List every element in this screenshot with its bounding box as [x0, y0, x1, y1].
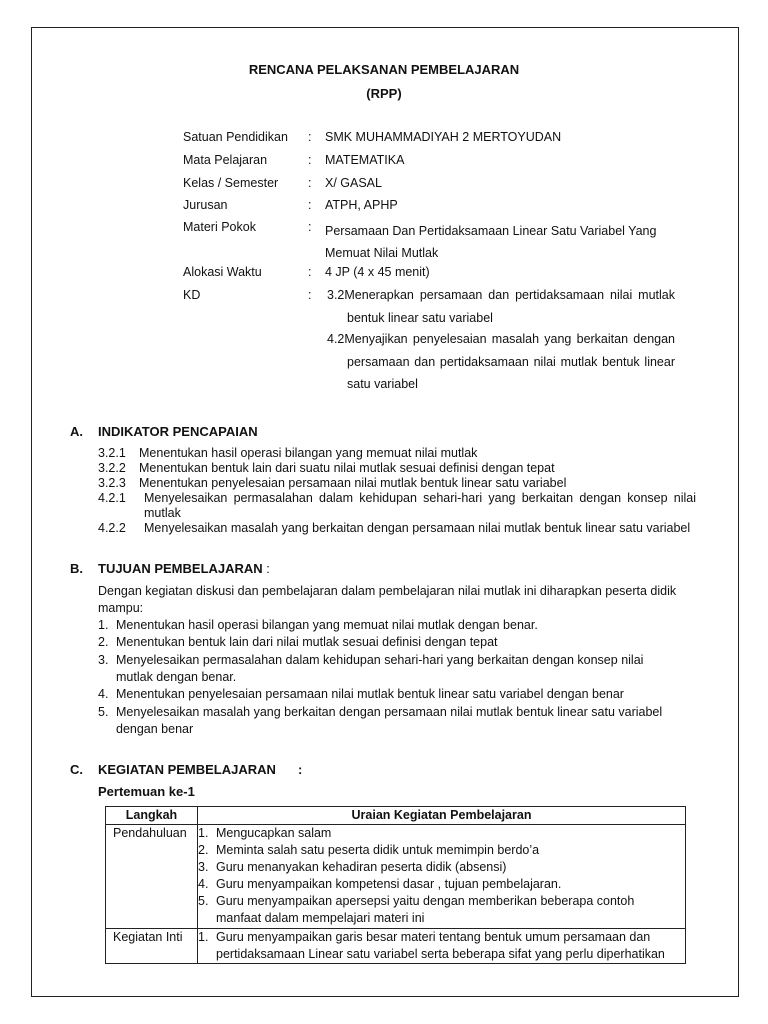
- info-colon: :: [308, 153, 312, 167]
- info-label: KD: [183, 288, 201, 302]
- info-colon: :: [308, 176, 312, 190]
- info-row-mapel: [183, 153, 683, 173]
- activities-table: [105, 806, 686, 964]
- info-value: Persamaan Dan Pertidaksamaan Linear Satu Variabel Yang Memuat Nilai Mutlak: [325, 224, 657, 260]
- info-label: Alokasi Waktu: [183, 265, 262, 279]
- kd-item: [327, 284, 675, 329]
- indicator-number: 3.2.3: [98, 476, 126, 490]
- info-label: Jurusan: [183, 198, 228, 212]
- item-text: Guru menyampaikan garis besar materi tentang bentuk umum persamaan dan pertidaksamaan Linear satu variabel serta beberapa sifat yang perlu diperhatikan: [216, 930, 665, 961]
- section-title: KEGIATAN PEMBELAJARAN: [98, 762, 276, 777]
- goal-text: Menentukan bentuk lain dari nilai mutlak sesuai definisi dengan tepat: [116, 635, 498, 649]
- info-label: Satuan Pendidikan: [183, 130, 288, 144]
- section-letter: A.: [70, 424, 83, 439]
- section-letter: C.: [70, 762, 83, 777]
- table-row: [106, 929, 686, 964]
- item-text: Mengucapkan salam: [216, 826, 332, 840]
- indicator-text: Menentukan hasil operasi bilangan yang memuat nilai mutlak: [139, 446, 478, 460]
- info-row-kelas: [183, 176, 683, 196]
- info-colon: :: [308, 130, 312, 144]
- goal-number: 4.: [98, 687, 109, 701]
- document-subtitle: (RPP): [366, 86, 402, 101]
- indicator-text: Menentukan bentuk lain dari suatu nilai mutlak sesuai definisi dengan tepat: [139, 461, 555, 475]
- item-number: 5.: [198, 894, 209, 908]
- indicator-text: Menentukan penyelesaian persamaan nilai mutlak bentuk linear satu variabel: [139, 476, 567, 490]
- section-letter: B.: [70, 561, 83, 576]
- section-title: TUJUAN PEMBELAJARAN: [98, 561, 263, 576]
- goal-number: 1.: [98, 618, 109, 632]
- goal-number: 2.: [98, 635, 109, 649]
- info-value: MATEMATIKA: [325, 153, 405, 167]
- item-number: 2.: [198, 843, 209, 857]
- goal-number: 3.: [98, 653, 109, 667]
- goal-text: Menentukan hasil operasi bilangan yang memuat nilai mutlak dengan benar.: [116, 618, 538, 632]
- objective-intro: Dengan kegiatan diskusi dan pembelajaran dalam pembelajaran nilai mutlak ini diharapkan peserta didik mampu:: [98, 584, 677, 615]
- item-text: Guru menyampaikan apersepsi yaitu dengan memberikan beberapa contoh manfaat dalam mempelajari materi ini: [216, 894, 635, 925]
- item-number: 1.: [198, 826, 209, 840]
- info-row-jurusan: [183, 198, 683, 218]
- info-row-alokasi: [183, 265, 683, 285]
- info-colon: :: [308, 220, 312, 234]
- info-colon: :: [308, 265, 312, 279]
- goal-text: Menentukan penyelesaian persamaan nilai mutlak bentuk linear satu variabel dengan benar: [116, 687, 624, 701]
- kd-item: [327, 328, 675, 396]
- column-header-uraian: Uraian Kegiatan Pembelajaran: [198, 807, 686, 825]
- kd-text: Menerapkan persamaan dan pertidaksamaan nilai mutlak bentuk linear satu variabel: [344, 288, 675, 325]
- indicator-text: Menyelesaikan permasalahan dalam kehidupan sehari-hari yang berkaitan dengan konsep nilai mutlak: [144, 491, 696, 520]
- info-colon: :: [308, 198, 312, 212]
- kd-number: 3.2: [327, 288, 345, 302]
- list-item: [198, 893, 681, 928]
- info-value: 4 JP (4 x 45 menit): [325, 265, 430, 279]
- section-title-colon: :: [262, 561, 270, 576]
- item-text: Guru menanyakan kehadiran peserta didik (absensi): [216, 860, 507, 874]
- info-row-satuan: [183, 130, 683, 150]
- table-row: [106, 825, 686, 929]
- meeting-heading: Pertemuan ke-1: [98, 784, 195, 799]
- activity-list: [198, 929, 685, 963]
- info-value: ATPH, APHP: [325, 198, 398, 212]
- activity-cell: [198, 929, 686, 964]
- kd-number: 4.2: [327, 332, 345, 346]
- info-label: Mata Pelajaran: [183, 153, 268, 167]
- kd-text: Menyajikan penyelesaian masalah yang berkaitan dengan persamaan dan pertidaksamaan nilai mutlak bentuk linear satu variabel: [344, 332, 675, 391]
- info-label: Materi Pokok: [183, 220, 256, 234]
- item-number: 3.: [198, 860, 209, 874]
- info-value: SMK MUHAMMADIYAH 2 MERTOYUDAN: [325, 130, 562, 144]
- item-number: 1.: [198, 930, 209, 944]
- activity-cell: [198, 825, 686, 929]
- indicator-number: 3.2.1: [98, 446, 126, 460]
- list-item: [198, 929, 681, 963]
- list-item: [198, 859, 681, 876]
- table-header-row: [106, 807, 686, 825]
- item-text: Guru menyampaikan kompetensi dasar , tujuan pembelajaran.: [216, 877, 562, 891]
- info-label: Kelas / Semester: [183, 176, 279, 190]
- list-item: [198, 825, 681, 842]
- goal-number: 5.: [98, 705, 109, 719]
- column-header-langkah: Langkah: [106, 807, 198, 825]
- section-title: INDIKATOR PENCAPAIAN: [98, 424, 258, 439]
- activity-list: [198, 825, 685, 928]
- info-value: X/ GASAL: [325, 176, 382, 190]
- goal-text: Menyelesaikan masalah yang berkaitan dengan persamaan nilai mutlak bentuk linear satu variabel dengan benar: [116, 705, 663, 736]
- section-title-colon: :: [298, 762, 303, 777]
- list-item: [198, 876, 681, 893]
- indicator-number: 4.2.1: [98, 491, 126, 505]
- info-row-materi: [183, 220, 683, 265]
- step-label: Pendahuluan: [113, 826, 187, 840]
- document-title: RENCANA PELAKSANAN PEMBELAJARAN: [248, 62, 520, 77]
- info-colon: :: [308, 288, 312, 302]
- list-item: [198, 842, 681, 859]
- step-label: Kegiatan Inti: [113, 930, 183, 944]
- item-number: 4.: [198, 877, 209, 891]
- item-text: Meminta salah satu peserta didik untuk memimpin berdo’a: [216, 843, 540, 857]
- goal-text: Menyelesaikan permasalahan dalam kehidupan sehari-hari yang berkaitan dengan konsep nilai mutlak dengan benar.: [116, 653, 644, 684]
- indicator-number: 4.2.2: [98, 521, 126, 535]
- step-cell: [106, 929, 198, 964]
- indicator-text: Menyelesaikan masalah yang berkaitan dengan persamaan nilai mutlak bentuk linear satu variabel: [144, 521, 691, 535]
- section-title-wrap: [98, 561, 270, 576]
- indicator-number: 3.2.2: [98, 461, 126, 475]
- step-cell: [106, 825, 198, 929]
